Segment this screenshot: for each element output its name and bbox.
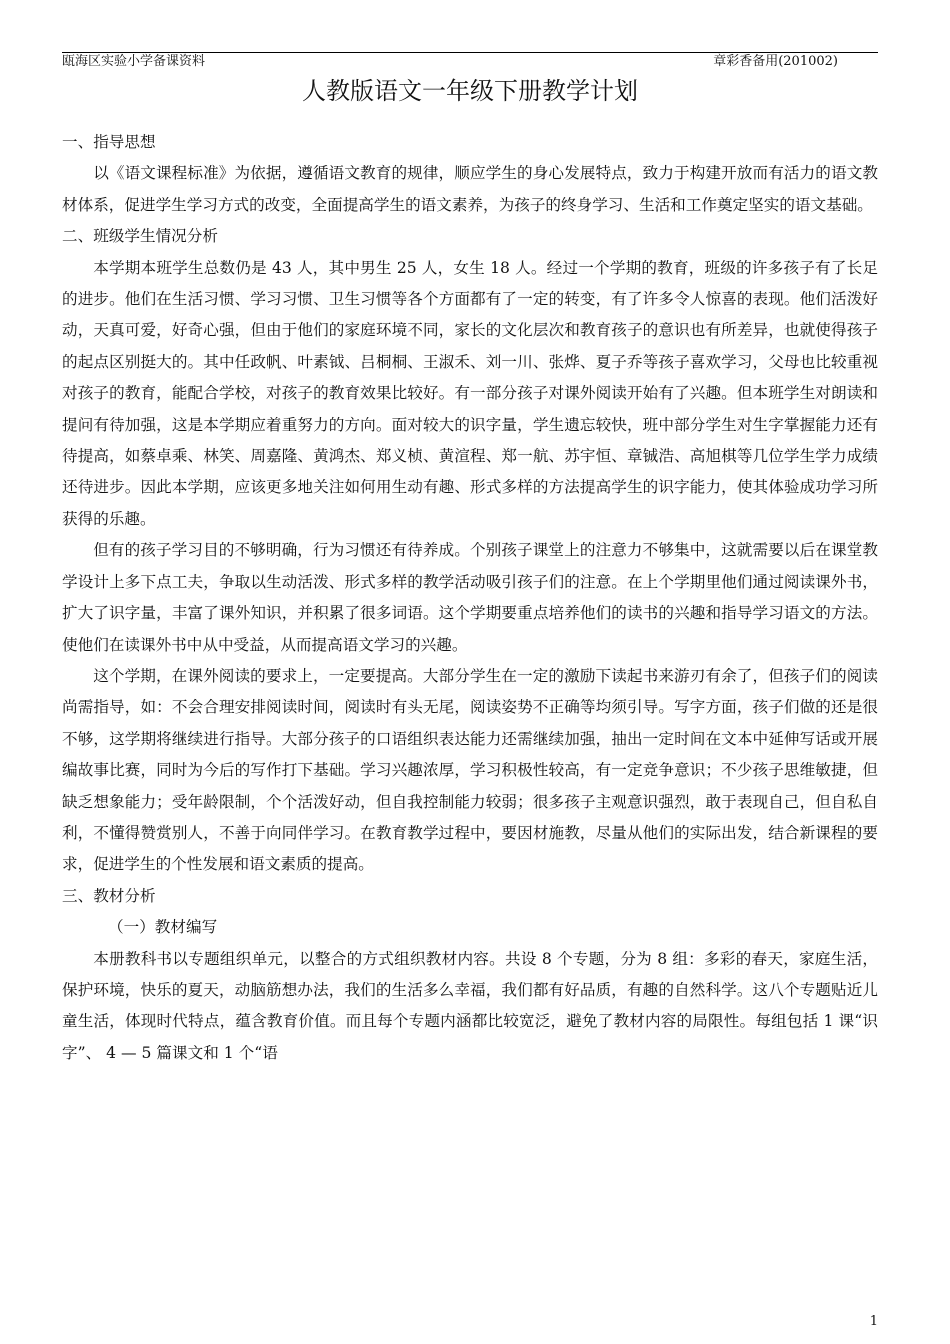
paragraph-class-analysis-3: 这个学期，在课外阅读的要求上，一定要提高。大部分学生在一定的激励下读起书来游刃有余了，但孩子们的阅读尚需指导，如：不会合理安排阅读时间，阅读时有头无尾，阅读姿势不正确等均须引导。写字方面，孩子们做的还是很不够，这学期将继续进行指导。大部分孩子的口语组织表达能力还需继续加强，抽出一定时间在文本中延伸写话或开展编故事比赛，同时为今后的写作打下基础。学习兴趣浓厚，学习积极性较高，有一定竞争意识；不少孩子思维敏捷，但缺乏想象能力；受年龄限制，个个活泼好动，但自我控制能力较弱；很多孩子主观意识强烈，敢于表现自己，但自私自利，不懂得赞赏别人，不善于向同伴学习。在教育教学过程中，要因材施教，尽量从他们的实际出发，结合新课程的要求，促进学生的个性发展和语文素质的提高。 (62, 666, 878, 874)
paragraph-textbook-compilation: 本册教科书以专题组织单元，以整合的方式组织教材内容。共设 8 个专题，分为 8 组：多彩的春天，家庭生活，保护环境，快乐的夏天，动脑筋想办法，我们的生活多么幸福，我们都有好品质，有趣的自然科学。这八个专题贴近儿童生活，体现时代特点，蕴含教育价值。而且每个专题内涵都比较宽泛，避免了教材内容的局限性。每组包括 1 课“识字”、 4 — 5 篇课文和 1 个“语 (62, 949, 878, 1062)
header-author: 章彩香备用(201002) (713, 54, 838, 69)
page-number: 1 (869, 1314, 878, 1329)
section-heading-guiding-idea: 一、指导思想 (62, 133, 156, 151)
document-body (62, 127, 878, 1069)
section-heading-textbook-analysis: 三、教材分析 (62, 886, 156, 905)
paragraph-class-analysis-2: 但有的孩子学习目的不够明确，行为习惯还有待养成。个别孩子课堂上的注意力不够集中，这就需要以后在课堂教学设计上多下点工夫，争取以生动活泼、形式多样的教学活动吸引孩子们的注意。在上个学期里他们通过阅读课外书，扩大了识字量，丰富了课外知识，并积累了很多词语。这个学期要重点培养他们的读书的兴趣和指导学习语文的方法。使他们在读课外书中从中受益，从而提高语文学习的兴趣。 (62, 541, 878, 654)
document-title: 人教版语文一年级下册教学计划 (302, 77, 638, 105)
section-heading-class-analysis: 二、班级学生情况分析 (62, 227, 218, 246)
header-school: 瓯海区实验小学备课资料 (62, 54, 206, 69)
paragraph-class-analysis-1: 本学期本班学生总数仍是 43 人，其中男生 25 人，女生 18 人。经过一个学期的教育，班级的许多孩子有了长足的进步。他们在生活习惯、学习习惯、卫生习惯等各个方面都有了一定的转变，有了许多令人惊喜的表现。他们活泼好动，天真可爱，好奇心强，但由于他们的家庭环境不同，家长的文化层次和教育孩子的意识也有所差异，也就使得孩子的起点区别挺大的。其中任政帆、叶素钺、吕桐桐、王淑禾、刘一川、张烨、夏子乔等孩子喜欢学习，父母也比较重视对孩子的教育，能配合学校，对孩子的教育效果比较好。有一部分孩子对课外阅读开始有了兴趣。但本班学生对朗读和提问有待加强，这是本学期应着重努力的方向。面对较大的识字量，学生遗忘较快，班中部分学生对生字掌握能力还有待提高，如蔡卓乘、林笑、周嘉隆、黄鸿杰、郑义桢、黄渲程、郑一航、苏宇恒、章铖浩、高旭棋等几位学生学力成绩还待进步。因此本学期，应该更多地关注如何用生动有趣、形式多样的方法提高学生的识字能力，使其体验成功学习所获得的乐趣。 (62, 258, 878, 528)
page-header (62, 53, 878, 73)
paragraph-guiding-idea: 以《语文课程标准》为依据，遵循语文教育的规律，顺应学生的身心发展特点，致力于构建开放而有活力的语文教材体系，促进学生学习方式的改变，全面提高学生的语文素养，为孩子的终身学习、生活和工作奠定坚实的语文基础。 (62, 164, 878, 214)
subheading-textbook-compilation: （一）教材编写 (108, 918, 218, 937)
